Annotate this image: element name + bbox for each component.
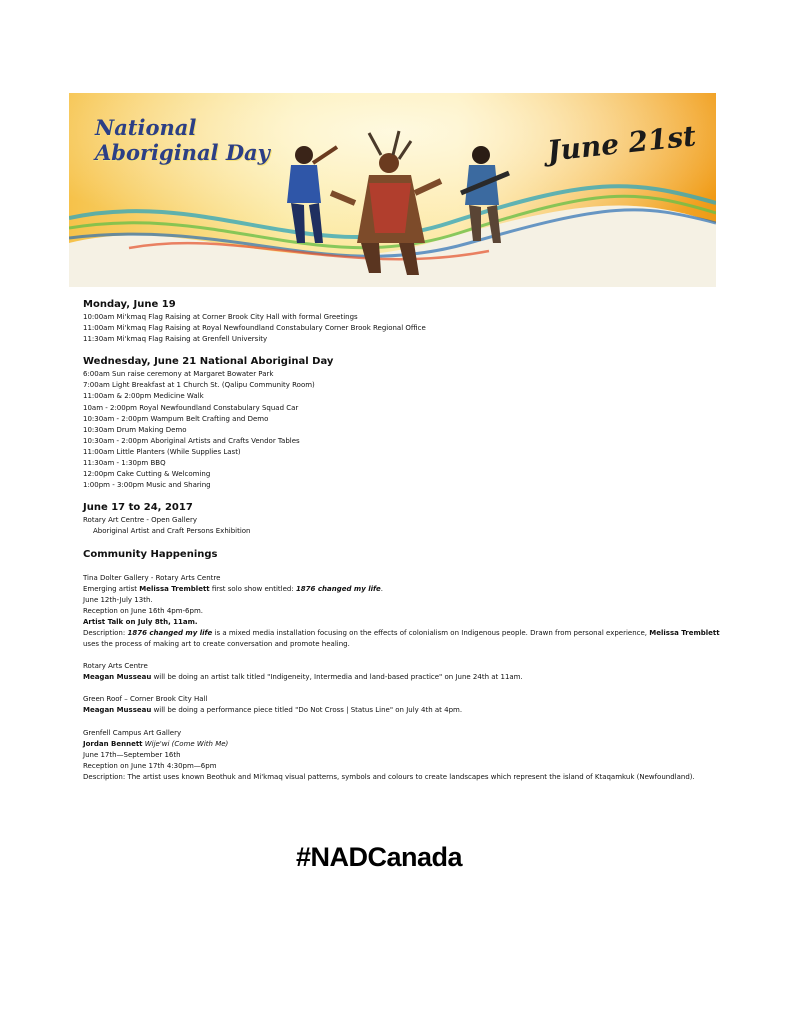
grenfell-venue: Grenfell Campus Art Gallery <box>83 728 182 737</box>
rotary-text: will be doing an artist talk titled "Indigeneity, Intermedia and land-based practice" on June 24th at 11am. <box>151 673 523 682</box>
june17-exhibition: Aboriginal Artist and Craft Persons Exhibition <box>93 527 251 536</box>
grenfell-reception: Reception on June 17th 4:30pm—6pm <box>83 761 217 770</box>
tina-emerging-pre: Emerging artist <box>83 584 140 593</box>
wednesday-heading: Wednesday, June 21 National Aboriginal Day <box>83 356 334 368</box>
wednesday-item: 11:30am - 1:30pm BBQ <box>83 459 166 468</box>
monday-item: 10:00am Mi'kmaq Flag Raising at Corner Brook City Hall with formal Greetings <box>83 313 358 321</box>
tina-emerging-mid: first solo show entitled: <box>209 584 296 593</box>
grenfell-work: Wije'wi (Come With Me) <box>142 739 229 748</box>
banner-title-line2: Aboriginal Day <box>95 140 270 165</box>
tina-emerging-line <box>83 584 723 595</box>
banner-date: June 21st <box>545 119 698 168</box>
event-schedule <box>83 298 723 783</box>
banner-title-line1: National <box>95 115 197 140</box>
tina-reception: Reception on June 16th 4pm-6pm. <box>83 606 203 615</box>
tina-desc-artist: Melissa Tremblett <box>649 628 720 637</box>
wednesday-item: 6:00am Sun raise ceremony at Margaret Bowater Park <box>83 370 274 379</box>
tina-desc-label: Description: <box>83 628 128 637</box>
june17-heading: June 17 to 24, 2017 <box>83 502 193 514</box>
wednesday-item: 10:30am - 2:00pm Wampum Belt Crafting and Demo <box>83 414 269 423</box>
wednesday-item: 7:00am Light Breakfast at 1 Church St. (Qalipu Community Room) <box>83 381 315 390</box>
wednesday-item: 12:00pm Cake Cutting & Welcoming <box>83 470 211 479</box>
grenfell-description: Description: The artist uses known Beothuk and Mi'kmaq visual patterns, symbols and colours to create landscapes which represent the island of Ktaqamkuk (Newfoundland). <box>83 772 695 781</box>
rotary-event <box>83 672 723 683</box>
monday-item: 11:00am Mi'kmaq Flag Raising at Royal Newfoundland Constabulary Corner Brook Regional Office <box>83 324 426 333</box>
wednesday-item: 10:30am - 2:00pm Aboriginal Artists and Crafts Vendor Tables <box>83 436 300 445</box>
green-roof-venue: Green Roof – Corner Brook City Hall <box>83 695 208 704</box>
banner-title <box>95 115 270 165</box>
wednesday-item: 11:00am Little Planters (While Supplies Last) <box>83 447 241 456</box>
header-banner <box>69 93 716 287</box>
tina-description <box>83 628 723 650</box>
grenfell-artist: Jordan Bennett <box>83 739 143 748</box>
june17-venue: Rotary Art Centre - Open Gallery <box>83 516 197 525</box>
wednesday-item: 1:00pm - 3:00pm Music and Sharing <box>83 481 211 490</box>
tina-period: . <box>380 584 384 593</box>
tina-venue: Tina Dolter Gallery - Rotary Arts Centre <box>83 573 221 582</box>
rotary-venue: Rotary Arts Centre <box>83 662 148 671</box>
tina-desc-title: 1876 changed my life <box>127 628 213 637</box>
green-roof-text: will be doing a performance piece titled "Do Not Cross | Status Line" on July 4th at 4pm. <box>151 706 463 715</box>
tina-artist-talk: Artist Talk on July 8th, 11am. <box>83 617 198 626</box>
wednesday-item: 10:30am Drum Making Demo <box>83 425 187 434</box>
green-roof-artist: Meagan Musseau <box>83 706 152 715</box>
rotary-artist: Meagan Musseau <box>83 673 152 682</box>
community-heading: Community Happenings <box>83 548 218 560</box>
tina-show-title: 1876 changed my life <box>295 584 381 593</box>
monday-item: 11:30am Mi'kmaq Flag Raising at Grenfell University <box>83 335 268 344</box>
monday-heading: Monday, June 19 <box>83 299 176 310</box>
wednesday-item: 10am - 2:00pm Royal Newfoundland Constabulary Squad Car <box>83 403 299 412</box>
grenfell-artist-line <box>83 739 723 750</box>
tina-artist-name: Melissa Tremblett <box>139 584 210 593</box>
tina-dates: June 12th-July 13th. <box>83 595 153 604</box>
wednesday-item: 11:00am & 2:00pm Medicine Walk <box>83 392 204 401</box>
hashtag: #NADCanada <box>296 842 463 872</box>
tina-desc-body: is a mixed media installation focusing on the effects of colonialism on Indigenous people. Drawn from personal experience, <box>212 628 650 637</box>
grenfell-dates: June 17th—September 16th <box>83 750 181 759</box>
green-roof-event <box>83 705 723 716</box>
tina-desc-end: uses the process of making art to create conversation and promote healing. <box>83 640 350 649</box>
